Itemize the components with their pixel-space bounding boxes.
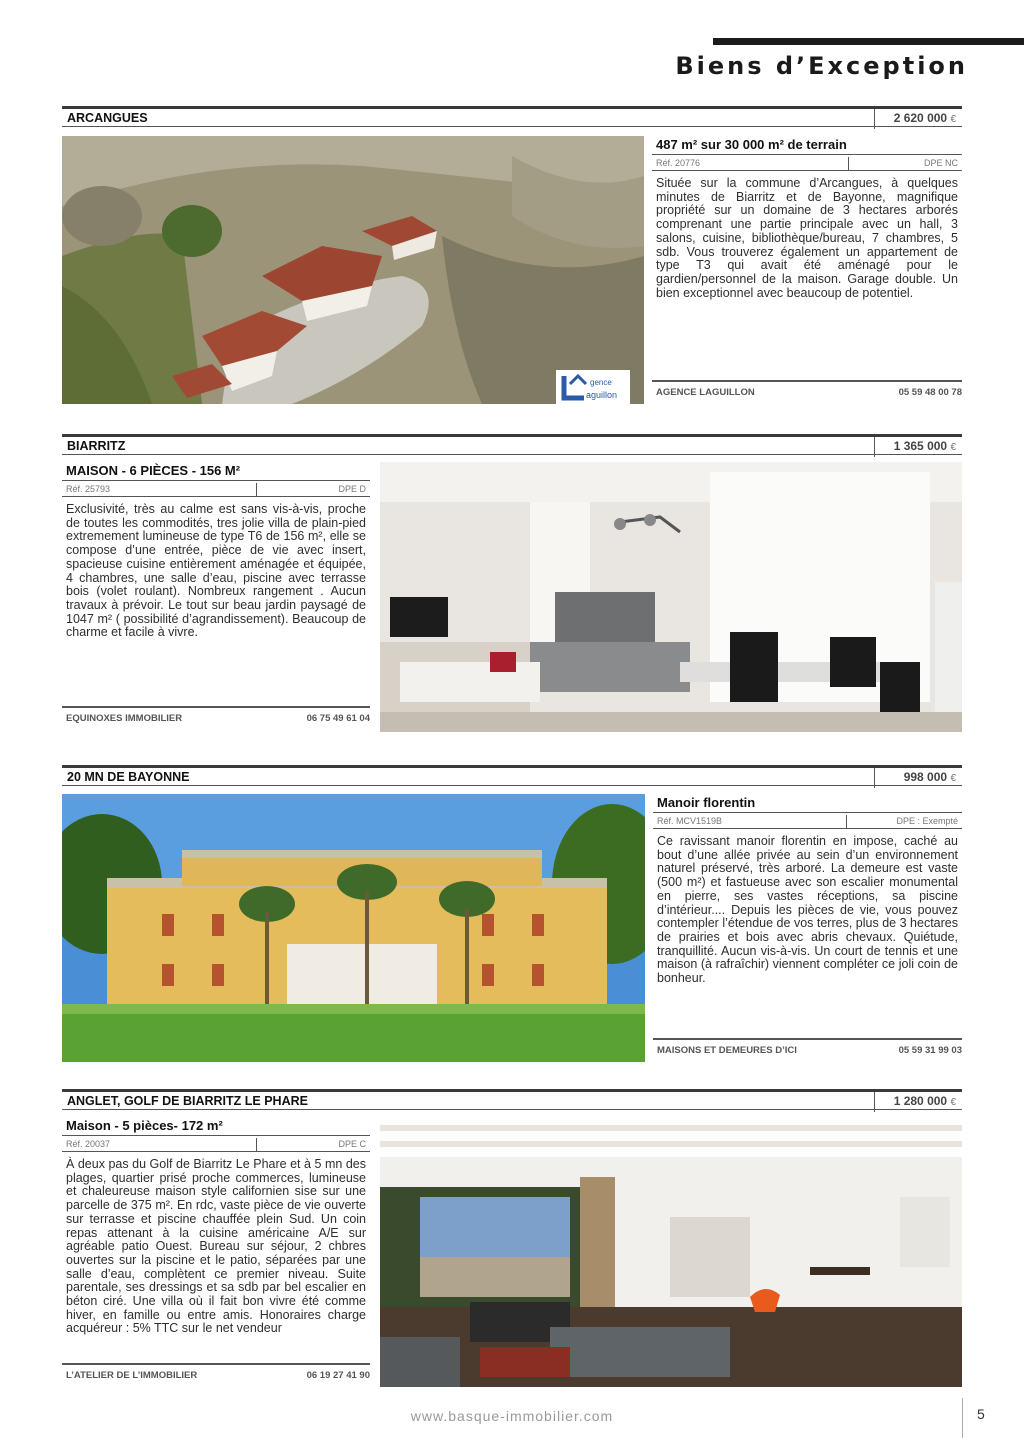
header-rule — [713, 38, 1024, 45]
listing-dpe: DPE : Exempté — [896, 816, 958, 826]
listing-ref: Réf. 25793 — [66, 484, 111, 494]
listing-agency — [652, 380, 962, 400]
listing-dpe: DPE C — [338, 1139, 366, 1149]
property-photo — [62, 794, 645, 1062]
ref-divider — [256, 1138, 257, 1151]
listing-anglet — [62, 1089, 962, 1387]
listing-info — [653, 794, 962, 1062]
listing-info — [62, 462, 370, 732]
property-photo — [380, 1117, 962, 1387]
listing-title: MAISON - 6 PIÈCES - 156 M² — [62, 462, 370, 481]
listing-ref-line — [653, 815, 962, 829]
listing-arcangues — [62, 106, 962, 404]
listing-ref-line — [62, 1138, 370, 1152]
listing-description: À deux pas du Golf de Biarritz Le Phare et à 5 mn des plages, quartier prisé proche commerces, lumineuse et chaleureuse maison style californien sise sur une parcelle de 375 m². En rdc, vaste pièce de vie ouverte sur terrasse et piscine chauffée plein Sud. Un coin repas attenant à la cuisine américaine A/E sur agréable patio Ouest. Bureau sur séjour, 2 chbres ouvertes sur la piscine et le patio, séparées par une salle d’eau, complètent ce premier niveau. Suite parentale, ses dressings et sa sdb par bel escalier en béton ciré. Une villa où il fait bon vivre été comme hiver, en famille ou entre amis. Honoraires charge acquéreur : 5% TTC sur le net vendeur — [66, 1157, 366, 1336]
agency-name: AGENCE LAGUILLON — [656, 387, 755, 398]
listing-info — [652, 136, 962, 404]
listing-agency — [62, 706, 370, 726]
agency-name: EQUINOXES IMMOBILIER — [66, 713, 183, 724]
listing-info — [62, 1117, 370, 1387]
listing-city: BIARRITZ — [67, 439, 126, 453]
agency-phone: 05 59 48 00 78 — [898, 387, 962, 398]
ref-divider — [256, 483, 257, 496]
svg-text:aguillon: aguillon — [586, 390, 618, 400]
listing-title: 487 m² sur 30 000 m² de terrain — [652, 136, 962, 155]
listing-dpe: DPE NC — [923, 158, 958, 168]
listing-agency — [653, 1038, 962, 1058]
listing-price: 1 280 000 € — [874, 1092, 962, 1112]
listing-title: Maison - 5 pièces- 172 m² — [62, 1117, 370, 1136]
agency-phone: 06 19 27 41 90 — [306, 1370, 370, 1381]
ref-divider — [846, 815, 847, 828]
listing-description: Située sur la commune d’Arcangues, à quelques minutes de Biarritz et de Bayonne, magnifique propriété sur un domaine de 3 hectares arborés comprenant une partie principale avec un hall, 3 salons, cuisine, bibliothèque/bureau, 7 chambres, 5 sdb. Vous trouverez également un appartement de type T3 qui avait été aménagé pour le gardien/personnel de la maison. Garage double. Un bien exceptionnel avec beaucoup de potentiel. — [656, 176, 958, 300]
agency-name: L’ATELIER DE L’IMMOBILIER — [66, 1370, 198, 1381]
listing-header — [62, 1089, 962, 1110]
page-number: 5 — [962, 1398, 998, 1438]
agency-phone: 06 75 49 61 04 — [306, 713, 370, 724]
property-photo — [380, 462, 962, 732]
listing-biarritz — [62, 434, 962, 732]
listing-city: ARCANGUES — [67, 111, 148, 125]
listing-ref: Réf. MCV1519B — [657, 816, 723, 826]
listing-description: Ce ravissant manoir florentin en impose, caché au bout d’une allée privée au sein d’un environnement naturel préservé, très arboré. La demeure est vaste (500 m²) et fastueuse avec son escalier monumental en pierre, ses vastes réceptions, sa piscine d’intérieur.... Depuis les pièces de vie, vous pouvez contempler l’étendue de vos terres, plus de 3 hectares de prairies et bois avec abris chevaux. Quiétude, tranquillité. Aucun vis-à-vis. Un court de tennis et une maison (à rafraîchir) viennent compléter ce joli coin de bonheur. — [657, 834, 958, 986]
listing-city: 20 MN DE BAYONNE — [67, 770, 190, 784]
listing-title: Manoir florentin — [653, 794, 962, 813]
listing-ref: Réf. 20776 — [656, 158, 701, 168]
agency-phone: 05 59 31 99 03 — [898, 1045, 962, 1056]
listing-price: 998 000 € — [874, 768, 962, 788]
footer-website: www.basque-immobilier.com — [410, 1408, 614, 1424]
listing-agency — [62, 1363, 370, 1383]
agency-name: MAISONS ET DEMEURES D’ICI — [657, 1045, 797, 1056]
listing-ref: Réf. 20037 — [66, 1139, 111, 1149]
listing-ref-line — [652, 157, 962, 171]
section-title: Biens d’Exception — [675, 52, 968, 80]
listing-header — [62, 106, 962, 127]
listing-dpe: DPE D — [338, 484, 366, 494]
listing-header — [62, 434, 962, 455]
svg-text:gence: gence — [590, 378, 612, 387]
listing-ref-line — [62, 483, 370, 497]
property-photo — [62, 136, 644, 404]
listing-city: ANGLET, GOLF DE BIARRITZ LE PHARE — [67, 1094, 308, 1108]
listing-bayonne — [62, 765, 962, 1063]
listing-header — [62, 765, 962, 786]
listing-price: 2 620 000 € — [874, 109, 962, 129]
listing-description: Exclusivité, très au calme est sans vis-à-vis, proche de toutes les commodités, tres jolie villa de plain-pied extremement lumineuse de type T6 de 156 m², elle se compose d’une entrée, pièce de vie avec insert, spacieuse cuisine entièrement aménagée et équipée, 4 chambres, une salle d’eau, piscine avec terrasse bois (volet roulant). Nombreux rangement . Aucun travaux à prévoir. Le tout sur beau jardin paysagé de 1047 m² ( possibilité d’agrandissement). Beaucoup de charme et facile à vivre. — [66, 502, 366, 640]
listing-price: 1 365 000 € — [874, 437, 962, 457]
agency-logo — [556, 370, 630, 404]
ref-divider — [848, 157, 849, 170]
